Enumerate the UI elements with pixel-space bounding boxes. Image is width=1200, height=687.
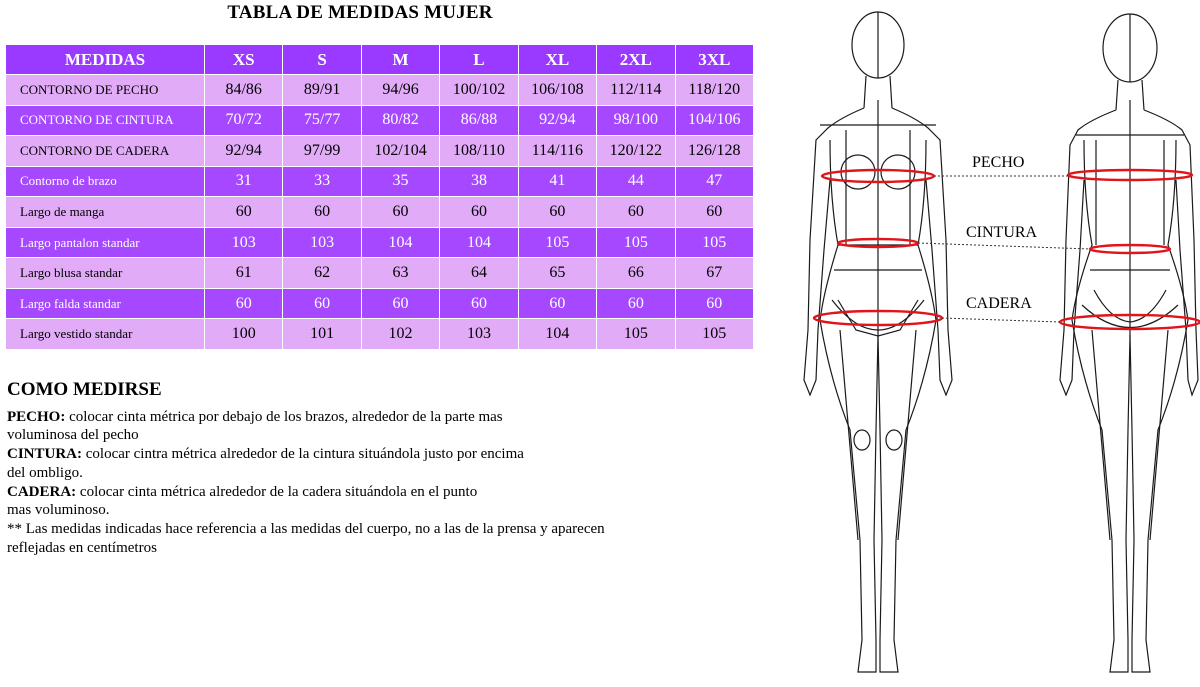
- size-value-cell: 33: [283, 166, 361, 197]
- header-cell: 2XL: [597, 45, 675, 75]
- cadera-key: CADERA:: [7, 483, 77, 500]
- size-value-cell: 104: [361, 227, 439, 258]
- size-value-cell: 60: [205, 197, 283, 228]
- size-value-cell: 63: [361, 258, 439, 289]
- table-row: [6, 288, 754, 319]
- size-value-cell: 112/114: [597, 75, 675, 106]
- size-value-cell: 104: [440, 227, 518, 258]
- size-value-cell: 70/72: [205, 105, 283, 136]
- size-value-cell: 94/96: [361, 75, 439, 106]
- size-value-cell: 60: [518, 288, 596, 319]
- size-value-cell: 67: [675, 258, 753, 289]
- size-value-cell: 60: [675, 197, 753, 228]
- pecho-instruction-cont: voluminosa del pecho: [7, 427, 139, 444]
- row-label: CONTORNO DE CADERA: [6, 136, 205, 167]
- size-value-cell: 100: [205, 319, 283, 350]
- row-label: CONTORNO DE PECHO: [6, 75, 205, 106]
- size-value-cell: 61: [205, 258, 283, 289]
- size-value-cell: 84/86: [205, 75, 283, 106]
- size-value-cell: 65: [518, 258, 596, 289]
- pecho-label: PECHO: [972, 154, 1025, 171]
- cadera-label: CADERA: [966, 295, 1032, 312]
- size-chart-table: [5, 44, 754, 350]
- size-value-cell: 100/102: [440, 75, 518, 106]
- note-line-cont: reflejadas en centímetros: [7, 539, 157, 556]
- size-value-cell: 105: [597, 227, 675, 258]
- cadera-text: colocar cinta métrica alrededor de la cadera situándola en el punto: [76, 483, 478, 500]
- size-value-cell: 103: [440, 319, 518, 350]
- size-value-cell: 105: [675, 319, 753, 350]
- size-value-cell: 120/122: [597, 136, 675, 167]
- table-row: [6, 319, 754, 350]
- cintura-instruction-cont: del ombligo.: [7, 464, 83, 481]
- front-figure: [804, 12, 952, 672]
- body-measurement-figure: [780, 0, 1200, 687]
- how-to-measure-section: [7, 381, 697, 557]
- size-value-cell: 60: [597, 197, 675, 228]
- size-value-cell: 103: [283, 227, 361, 258]
- pecho-instruction: [7, 408, 697, 427]
- size-value-cell: 66: [597, 258, 675, 289]
- cintura-label: CINTURA: [966, 224, 1038, 241]
- cintura-instruction: [7, 445, 697, 464]
- pecho-key: PECHO:: [7, 408, 66, 425]
- size-value-cell: 105: [518, 227, 596, 258]
- table-row: [6, 166, 754, 197]
- size-value-cell: 106/108: [518, 75, 596, 106]
- header-cell: 3XL: [675, 45, 753, 75]
- table-row: [6, 75, 754, 106]
- size-value-cell: 102: [361, 319, 439, 350]
- row-label: Largo falda standar: [6, 288, 205, 319]
- table-header-row: [6, 45, 754, 75]
- size-value-cell: 104/106: [675, 105, 753, 136]
- header-cell: MEDIDAS: [6, 45, 205, 75]
- table-row: [6, 136, 754, 167]
- header-cell: M: [361, 45, 439, 75]
- row-label: Largo de manga: [6, 197, 205, 228]
- size-value-cell: 60: [675, 288, 753, 319]
- header-cell: S: [283, 45, 361, 75]
- header-cell: L: [440, 45, 518, 75]
- row-label: Largo pantalon standar: [6, 227, 205, 258]
- size-value-cell: 60: [283, 288, 361, 319]
- note-line: ** Las medidas indicadas hace referencia a las medidas del cuerpo, no a las de la prensa y aparecen: [7, 520, 605, 537]
- size-value-cell: 60: [361, 288, 439, 319]
- size-value-cell: 92/94: [518, 105, 596, 136]
- row-label: Largo vestido standar: [6, 319, 205, 350]
- size-value-cell: 60: [440, 288, 518, 319]
- size-value-cell: 98/100: [597, 105, 675, 136]
- table-row: [6, 105, 754, 136]
- section-heading: COMO MEDIRSE: [7, 379, 162, 400]
- size-value-cell: 103: [205, 227, 283, 258]
- size-value-cell: 97/99: [283, 136, 361, 167]
- size-value-cell: 104: [518, 319, 596, 350]
- size-value-cell: 126/128: [675, 136, 753, 167]
- size-value-cell: 62: [283, 258, 361, 289]
- size-value-cell: 41: [518, 166, 596, 197]
- size-value-cell: 44: [597, 166, 675, 197]
- size-value-cell: 105: [675, 227, 753, 258]
- cintura-key: CINTURA:: [7, 446, 82, 463]
- size-value-cell: 64: [440, 258, 518, 289]
- size-value-cell: 60: [361, 197, 439, 228]
- row-label: Contorno de brazo: [6, 166, 205, 197]
- table-row: [6, 197, 754, 228]
- size-value-cell: 35: [361, 166, 439, 197]
- size-value-cell: 86/88: [440, 105, 518, 136]
- size-value-cell: 92/94: [205, 136, 283, 167]
- page-title: TABLA DE MEDIDAS MUJER: [227, 2, 493, 23]
- header-cell: XS: [205, 45, 283, 75]
- size-value-cell: 60: [205, 288, 283, 319]
- size-value-cell: 108/110: [440, 136, 518, 167]
- size-value-cell: 80/82: [361, 105, 439, 136]
- table-row: [6, 227, 754, 258]
- cadera-instruction-cont: mas voluminoso.: [7, 502, 110, 519]
- back-figure: [1060, 14, 1198, 672]
- cintura-text: colocar cintra métrica alrededor de la cintura situándola justo por encima: [82, 446, 524, 463]
- size-value-cell: 89/91: [283, 75, 361, 106]
- size-value-cell: 60: [518, 197, 596, 228]
- row-label: Largo blusa standar: [6, 258, 205, 289]
- cadera-instruction: [7, 483, 697, 502]
- size-value-cell: 38: [440, 166, 518, 197]
- size-value-cell: 114/116: [518, 136, 596, 167]
- size-value-cell: 105: [597, 319, 675, 350]
- size-value-cell: 47: [675, 166, 753, 197]
- row-label: CONTORNO DE CINTURA: [6, 105, 205, 136]
- size-value-cell: 60: [440, 197, 518, 228]
- table-row: [6, 258, 754, 289]
- size-value-cell: 31: [205, 166, 283, 197]
- size-value-cell: 60: [597, 288, 675, 319]
- size-value-cell: 101: [283, 319, 361, 350]
- pecho-text: colocar cinta métrica por debajo de los brazos, alrededor de la parte mas: [65, 408, 503, 425]
- size-value-cell: 102/104: [361, 136, 439, 167]
- size-value-cell: 118/120: [675, 75, 753, 106]
- size-value-cell: 60: [283, 197, 361, 228]
- header-cell: XL: [518, 45, 596, 75]
- size-value-cell: 75/77: [283, 105, 361, 136]
